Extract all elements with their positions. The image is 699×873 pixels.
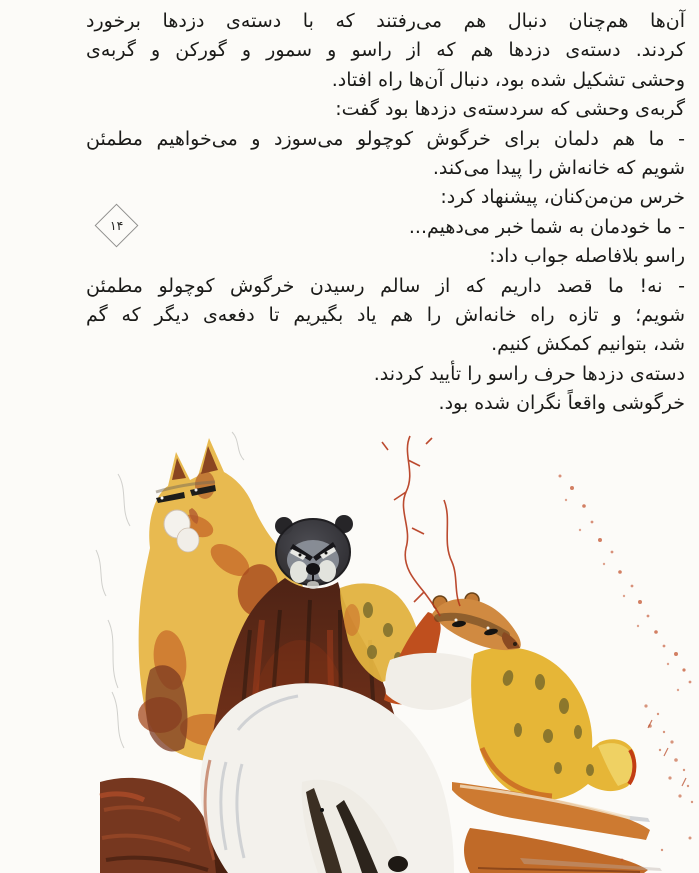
page-number: ۱۴ [109, 218, 124, 233]
story-line: - ما هم دلمان برای خرگوش کوچولو می‌سوزد و می‌خواهیم مطمئن [86, 127, 685, 150]
story-line: آن‌ها هم‌چنان دنبال هم می‌رفتند که با دسته‌ی دزدها برخورد [86, 10, 685, 32]
story-line: - ما خودمان به شما خبر می‌دهیم... [408, 215, 685, 238]
story-line: کردند. دسته‌ی دزدها هم که از راسو و سمور و گورکن و گربه‌ی [86, 39, 685, 62]
story-line: - نه! ما قصد داریم که از سالم رسیدن خرگوش کوچولو مطمئن [86, 274, 685, 297]
story-line: خرس من‌من‌کنان، پیشنهاد کرد: [440, 186, 685, 209]
ground-shadow [100, 778, 216, 873]
badger-illustration [200, 683, 454, 873]
story-line: راسو بلافاصله جواب داد: [489, 245, 685, 268]
story-line: شویم؛ و تازه راه خانه‌اش را هم یاد بگیریم تا دفعه‌ی دیگر که گم [86, 304, 685, 327]
story-line: خرگوشی واقعاً نگران شده بود. [438, 392, 685, 415]
story-line: دسته‌ی دزدها حرف راسو را تأیید کردند. [373, 362, 685, 385]
story-line: شد، بتوانیم کمکش کنیم. [491, 333, 685, 356]
story-line: شویم که خانه‌اش را پیدا می‌کند. [432, 157, 685, 180]
story-text [86, 7, 685, 419]
illustration [0, 430, 699, 873]
story-line: گربه‌ی وحشی که سردسته‌ی دزدها بود گفت: [335, 98, 685, 121]
story-line: وحشی تشکیل شده بود، دنبال آن‌ها راه افتاد. [331, 68, 685, 91]
